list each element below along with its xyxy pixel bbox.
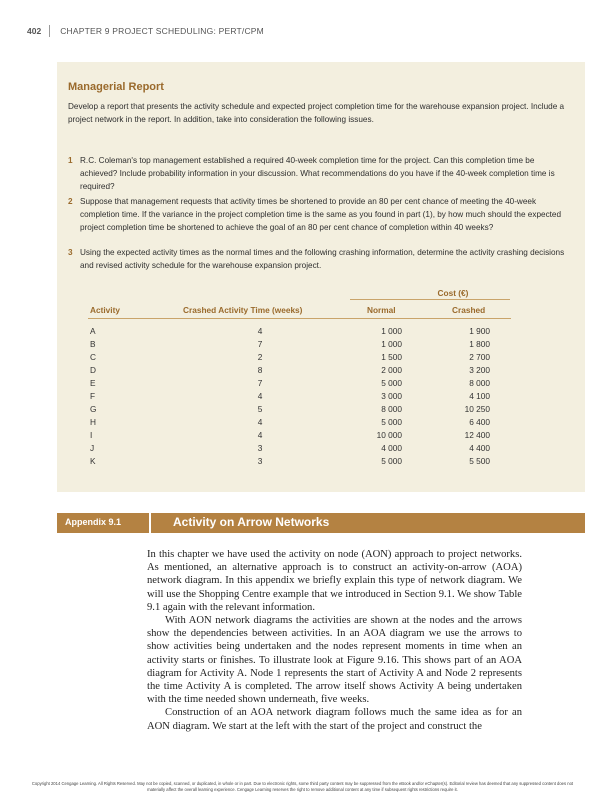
col-crashed-time-header: Crashed Activity Time (weeks) (183, 305, 303, 315)
question-number: 1 (68, 156, 73, 165)
crashed-time-cell: 3 (257, 456, 263, 466)
cost-header: Cost (€) (437, 288, 469, 298)
table-row (0, 365, 600, 378)
crashed-cost-cell: 3 200 (469, 365, 490, 375)
activity-cell: K (90, 456, 96, 466)
crashed-time-cell: 4 (257, 417, 263, 427)
page-number: 402 (27, 26, 42, 36)
question-text: Suppose that management requests that activity times be shortened to provide an 80 per cent chance of meeting the 40-week completion time. If the variance in the project completion time is the same as you found in part (1), by how much should the expected project completion time be shortened to achieve the goal of an 80 per cent chance of completion within 40 weeks? (80, 197, 562, 232)
table-row (0, 417, 600, 430)
appendix-bar (57, 513, 585, 533)
activity-cell: H (90, 417, 96, 427)
crashed-cost-cell: 4 400 (469, 443, 490, 453)
appendix-title: Activity on Arrow Networks (173, 515, 330, 529)
normal-cost-cell: 5 000 (381, 378, 402, 388)
table-header-rule (88, 318, 511, 319)
normal-cost-cell: 5 000 (381, 417, 402, 427)
col-activity-header: Activity (90, 305, 120, 315)
crashed-time-cell: 7 (257, 378, 263, 388)
table-row (0, 456, 600, 469)
col-crashed-header: Crashed (452, 305, 486, 315)
body-text (147, 548, 522, 733)
table-row (0, 404, 600, 417)
question-2 (68, 195, 568, 234)
paragraph: Construction of an AOA network diagram follows much the same idea as for an AON diagram. We start at the left with the start of the project and construct the (147, 707, 522, 732)
activity-cell: G (90, 404, 97, 414)
crashed-time-cell: 3 (257, 443, 263, 453)
crashed-cost-cell: 1 800 (469, 339, 490, 349)
crashed-cost-cell: 5 500 (469, 456, 490, 466)
crashed-cost-cell: 8 000 (469, 378, 490, 388)
question-1 (68, 154, 568, 193)
activity-cell: B (90, 339, 96, 349)
normal-cost-cell: 8 000 (381, 404, 402, 414)
crashed-cost-cell: 2 700 (469, 352, 490, 362)
col-normal-header: Normal (367, 305, 396, 315)
table-row (0, 443, 600, 456)
normal-cost-cell: 2 000 (381, 365, 402, 375)
normal-cost-cell: 3 000 (381, 391, 402, 401)
paragraph: With AON network diagrams the activities are shown at the nodes and the arrows show the dependencies between activities. In an AOA diagram we use the arrows to show activities being undertaken and the nodes represent moments in time when an activity starts or finishes. To illustrate look at Figure 9.16. This shows part of an AOA diagram for Activity A. Node 1 represents the start of Activity A and Node 2 represents the time Activity A is completed. The arrow itself shows Activity A being undertaken with the time needed shown underneath, five weeks. (147, 615, 522, 706)
paragraph: In this chapter we have used the activity on node (AON) approach to project networks. As mentioned, an alternative approach is to construct an activity-on-arrow (AOA) network diagram. In this appendix we briefly explain this type of network diagram. We will use the Shopping Centre example that we introduced in Section 9.1. We show Table 9.1 again with the relevant information. (147, 549, 522, 613)
crashed-cost-cell: 12 400 (464, 430, 490, 440)
crashed-cost-cell: 6 400 (469, 417, 490, 427)
table-row (0, 339, 600, 352)
crashed-time-cell: 8 (257, 365, 263, 375)
report-intro: Develop a report that presents the activity schedule and expected project completion time for the warehouse expansion project. Include a project network in the report. In addition, take into consideration the following issues. (68, 102, 565, 124)
question-text: Using the expected activity times as the normal times and the following crashing information, determine the activity crashing decisions and revised activity schedule for the warehouse expansion project. (80, 248, 565, 270)
activity-cell: I (90, 430, 93, 440)
normal-cost-cell: 4 000 (381, 443, 402, 453)
normal-cost-cell: 5 000 (381, 456, 402, 466)
crashed-cost-cell: 1 900 (469, 326, 490, 336)
normal-cost-cell: 1 000 (381, 339, 402, 349)
crashed-time-cell: 4 (257, 391, 263, 401)
appendix-label: Appendix 9.1 (65, 517, 122, 527)
question-text: R.C. Coleman's top management established a required 40-week completion time for the project. Can this completion time be achieved? Include probability information in your discussion. What recommendations do you have if the 40-week completion time is required? (80, 156, 555, 191)
table-row (0, 430, 600, 443)
activity-cell: F (90, 391, 96, 401)
crashed-time-cell: 4 (257, 326, 263, 336)
crashed-time-cell: 2 (257, 352, 263, 362)
report-title: Managerial Report (68, 81, 164, 93)
crashed-cost-cell: 10 250 (464, 404, 490, 414)
normal-cost-cell: 10 000 (376, 430, 402, 440)
activity-cell: C (90, 352, 96, 362)
appendix-divider (149, 513, 151, 533)
table-row (0, 391, 600, 404)
activity-cell: E (90, 378, 96, 388)
cost-header-rule (350, 299, 510, 300)
crashed-cost-cell: 4 100 (469, 391, 490, 401)
question-number: 2 (68, 197, 73, 206)
question-number: 3 (68, 248, 73, 257)
activity-cell: A (90, 326, 96, 336)
table-row (0, 378, 600, 391)
normal-cost-cell: 1 500 (381, 352, 402, 362)
crashed-time-cell: 7 (257, 339, 263, 349)
header-divider (49, 25, 50, 37)
chapter-title: CHAPTER 9 PROJECT SCHEDULING: PERT/CPM (60, 26, 264, 36)
activity-cell: D (90, 365, 96, 375)
crashed-time-cell: 4 (257, 430, 263, 440)
running-header (27, 24, 264, 38)
question-3 (68, 246, 568, 272)
table-row (0, 326, 600, 339)
normal-cost-cell: 1 000 (381, 326, 402, 336)
crashed-time-cell: 5 (257, 404, 263, 414)
activity-cell: J (90, 443, 95, 453)
copyright-footer: Copyright 2014 Cengage Learning. All Rights Reserved. May not be copied, scanned, or duplicated, in whole or in part. Due to electronic rights, some third party content may be suppressed from the eBook and/or eChapter(s). Editorial review has deemed that any suppressed content does not materially affect the overall learning experience. Cengage Learning reserves the right to remove additional content at any time if subsequent rights restrictions require it. (31, 781, 574, 792)
table-row (0, 352, 600, 365)
